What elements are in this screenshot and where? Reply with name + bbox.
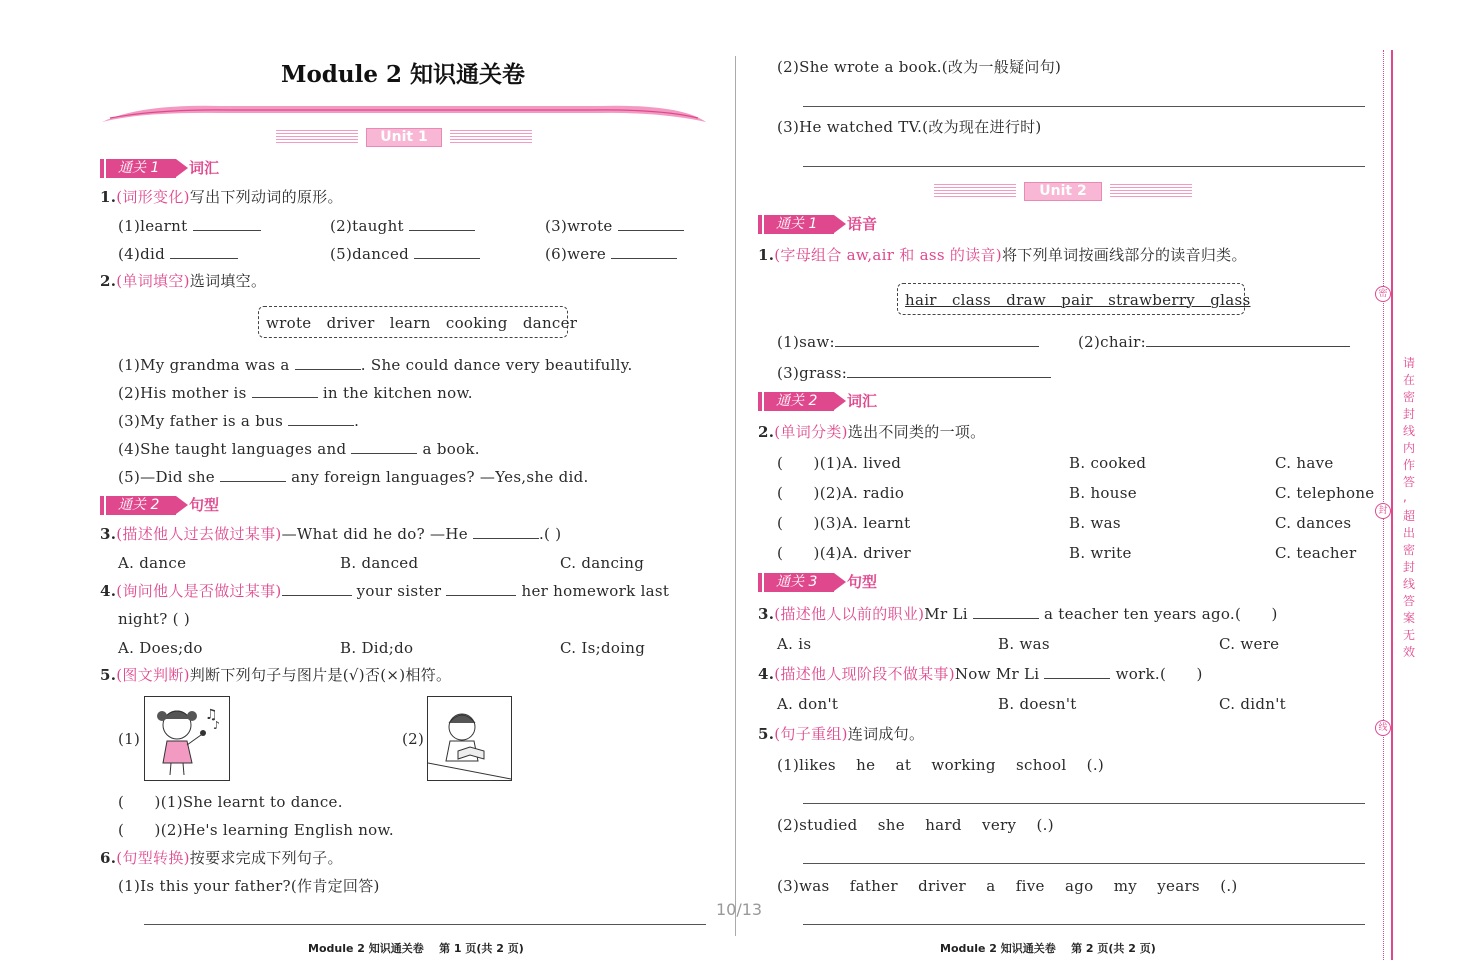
page-divider bbox=[735, 56, 736, 936]
q1-item: (5)danced bbox=[330, 244, 480, 264]
reorder-words-3: (3)was father driver a five ago my years (.) bbox=[777, 877, 1238, 895]
badge-pass-1: 通关 1 bbox=[764, 215, 834, 234]
badge-label-vocab: 词汇 bbox=[189, 159, 220, 177]
badge-pass-2: 通关 2 bbox=[106, 496, 176, 515]
badge-pass-1: 通关 1 bbox=[106, 159, 176, 178]
seal-warning-char: 出 bbox=[1403, 526, 1416, 540]
badge-label-sentence: 句型 bbox=[847, 573, 878, 591]
unit1-right-stripes bbox=[450, 130, 532, 144]
phonics-category-1: (1)saw: bbox=[777, 332, 1039, 352]
svg-text:♪: ♪ bbox=[213, 719, 221, 732]
r-question-2: 2.(单词分类)选出不同类的一项。 bbox=[758, 423, 986, 441]
badge-bar bbox=[758, 215, 762, 234]
q4-line2: night? ( ) bbox=[118, 610, 191, 628]
seal-warning-char: 在 bbox=[1403, 373, 1416, 387]
seal-warning-char: 效 bbox=[1403, 645, 1416, 659]
q2-row-c: C. have bbox=[1275, 454, 1334, 472]
r-question-1: 1.(字母组合 aw,air 和 ass 的读音)将下列单词按画线部分的读音归类。 bbox=[758, 246, 1247, 264]
badge-bar bbox=[758, 573, 762, 592]
q2-row-a: ( )(4)A. driver bbox=[777, 544, 912, 562]
boy-reading-image bbox=[427, 696, 512, 781]
q2-row-a: ( )(2)A. radio bbox=[777, 484, 905, 502]
q5-statement-1: ( )(1)She learnt to dance. bbox=[118, 793, 343, 811]
seal-warning-char: 线 bbox=[1403, 424, 1416, 438]
unit2-left-stripes bbox=[934, 184, 1016, 198]
phonics-words: hair class draw pair strawberry glass bbox=[905, 291, 1251, 309]
reorder-words-2: (2)studied she hard very (.) bbox=[777, 816, 1054, 834]
unit2-right-stripes bbox=[1110, 184, 1192, 198]
q2-row-b: B. cooked bbox=[1069, 454, 1147, 472]
badge-label-vocab: 词汇 bbox=[847, 392, 878, 410]
q2-sentence: (4)She taught languages and a book. bbox=[118, 440, 480, 458]
q1-item: (3)wrote bbox=[545, 216, 684, 236]
r-question-3: 3.(描述他人以前的职业)Mr Li a teacher ten years ago.( ) bbox=[758, 605, 1278, 623]
q2-row-b: B. was bbox=[1069, 514, 1121, 532]
r-q3-option-b: B. was bbox=[998, 635, 1050, 653]
q2-sentence: (5)—Did she any foreign languages? —Yes,she did. bbox=[118, 468, 589, 486]
question-3: 3.(描述他人过去做过某事)—What did he do? —He .( ) bbox=[100, 525, 562, 543]
picture-label-2: (2) bbox=[402, 730, 425, 748]
r-q4-option-c: C. didn't bbox=[1219, 695, 1286, 713]
seal-warning-char: 封 bbox=[1403, 407, 1416, 421]
seal-warning-char: 答 bbox=[1403, 475, 1416, 489]
r-q4-option-b: B. doesn't bbox=[998, 695, 1077, 713]
q1-item: (1)learnt bbox=[118, 216, 261, 236]
badge-label-sentence: 句型 bbox=[189, 496, 220, 514]
q1-item: (2)taught bbox=[330, 216, 475, 236]
seal-warning-char: 无 bbox=[1403, 628, 1416, 642]
answer-line bbox=[803, 106, 1365, 107]
seal-warning-char: 作 bbox=[1403, 458, 1416, 472]
seal-warning-char: , bbox=[1403, 490, 1407, 504]
q2-sentence: (1)My grandma was a . She could dance very beautifully. bbox=[118, 356, 633, 374]
q2-row-c: C. teacher bbox=[1275, 544, 1357, 562]
phonics-category-2: (2)chair: bbox=[1078, 332, 1350, 352]
q2-row-b: B. house bbox=[1069, 484, 1137, 502]
r-question-5: 5.(句子重组)连词成句。 bbox=[758, 725, 925, 743]
question-5: 5.(图文判断)判断下列句子与图片是(√)否(×)相符。 bbox=[100, 666, 452, 684]
unit1-left-stripes bbox=[276, 130, 358, 144]
answer-line bbox=[803, 863, 1365, 864]
answer-line bbox=[144, 924, 706, 925]
badge-bar bbox=[100, 159, 104, 178]
picture-label-1: (1) bbox=[118, 730, 141, 748]
badge-pass-3: 通关 3 bbox=[764, 573, 834, 592]
reorder-words-1: (1)likes he at working school (.) bbox=[777, 756, 1105, 774]
q5-statement-2: ( )(2)He's learning English now. bbox=[118, 821, 394, 839]
page-title: Module 2 知识通关卷 bbox=[281, 61, 525, 88]
seal-warning-char: 案 bbox=[1403, 611, 1416, 625]
question-2: 2.(单词填空)选词填空。 bbox=[100, 272, 267, 290]
girl-singing-image bbox=[144, 696, 230, 781]
seal-mark-1: 密 bbox=[1375, 286, 1391, 302]
seal-warning-char: 超 bbox=[1403, 509, 1416, 523]
answer-line bbox=[803, 924, 1365, 925]
q6-sentence-1: (1)Is this your father?(作肯定回答) bbox=[118, 877, 380, 895]
answer-line bbox=[803, 166, 1365, 167]
q4-option-b: B. Did;do bbox=[340, 639, 414, 657]
badge-bar bbox=[100, 496, 104, 515]
q3-option-c: C. dancing bbox=[560, 554, 645, 572]
page-footer-1: Module 2 知识通关卷 第 1 页(共 2 页) bbox=[308, 942, 524, 955]
seal-warning-char: 线 bbox=[1403, 577, 1416, 591]
q2-row-c: C. telephone bbox=[1275, 484, 1375, 502]
seal-warning-char: 封 bbox=[1403, 560, 1416, 574]
seal-mark-3: 线 bbox=[1375, 720, 1391, 736]
question-4: 4.(询问他人是否做过某事) your sister her homework last bbox=[100, 582, 670, 600]
page-footer-2: Module 2 知识通关卷 第 2 页(共 2 页) bbox=[940, 942, 1156, 955]
header-swoosh bbox=[100, 100, 708, 128]
seal-warning-char: 答 bbox=[1403, 594, 1416, 608]
q2-sentence: (2)His mother is in the kitchen now. bbox=[118, 384, 473, 402]
badge-pass-2: 通关 2 bbox=[764, 392, 834, 411]
q1-item: (4)did bbox=[118, 244, 238, 264]
seal-solid-line bbox=[1391, 50, 1393, 960]
svg-text:♫: ♫ bbox=[205, 707, 218, 723]
q2-row-c: C. dances bbox=[1275, 514, 1352, 532]
r-sentence-3: (3)He watched TV.(改为现在进行时) bbox=[777, 118, 1042, 136]
r-sentence-2: (2)She wrote a book.(改为一般疑问句) bbox=[777, 58, 1062, 76]
word-bank: wrote driver learn cooking dancer bbox=[266, 314, 578, 332]
phonics-category-3: (3)grass: bbox=[777, 363, 1051, 383]
unit2-banner: Unit 2 bbox=[1024, 182, 1102, 201]
seal-warning-char: 内 bbox=[1403, 441, 1416, 455]
q4-option-c: C. Is;doing bbox=[560, 639, 646, 657]
unit1-banner: Unit 1 bbox=[366, 128, 442, 147]
r-q3-option-c: C. were bbox=[1219, 635, 1280, 653]
r-question-4: 4.(描述他人现阶段不做某事)Now Mr Li work.( ) bbox=[758, 665, 1203, 683]
r-q3-option-a: A. is bbox=[777, 635, 812, 653]
page-indicator: 10/13 bbox=[716, 900, 763, 919]
badge-bar bbox=[758, 392, 762, 411]
seal-warning-char: 密 bbox=[1403, 390, 1416, 404]
question-6: 6.(句型转换)按要求完成下列句子。 bbox=[100, 849, 343, 867]
seal-warning-char: 请 bbox=[1403, 356, 1416, 370]
r-q4-option-a: A. don't bbox=[777, 695, 839, 713]
seal-warning-char: 密 bbox=[1403, 543, 1416, 557]
seal-mark-2: 封 bbox=[1375, 503, 1391, 519]
answer-line bbox=[803, 803, 1365, 804]
q2-sentence: (3)My father is a bus . bbox=[118, 412, 360, 430]
question-1: 1.(词形变化)写出下列动词的原形。 bbox=[100, 188, 343, 206]
q3-option-a: A. dance bbox=[118, 554, 187, 572]
q1-item: (6)were bbox=[545, 244, 677, 264]
q3-option-b: B. danced bbox=[340, 554, 419, 572]
q2-row-b: B. write bbox=[1069, 544, 1132, 562]
q2-row-a: ( )(1)A. lived bbox=[777, 454, 902, 472]
q4-option-a: A. Does;do bbox=[118, 639, 203, 657]
badge-label-phonics: 语音 bbox=[847, 215, 878, 233]
q2-row-a: ( )(3)A. learnt bbox=[777, 514, 911, 532]
